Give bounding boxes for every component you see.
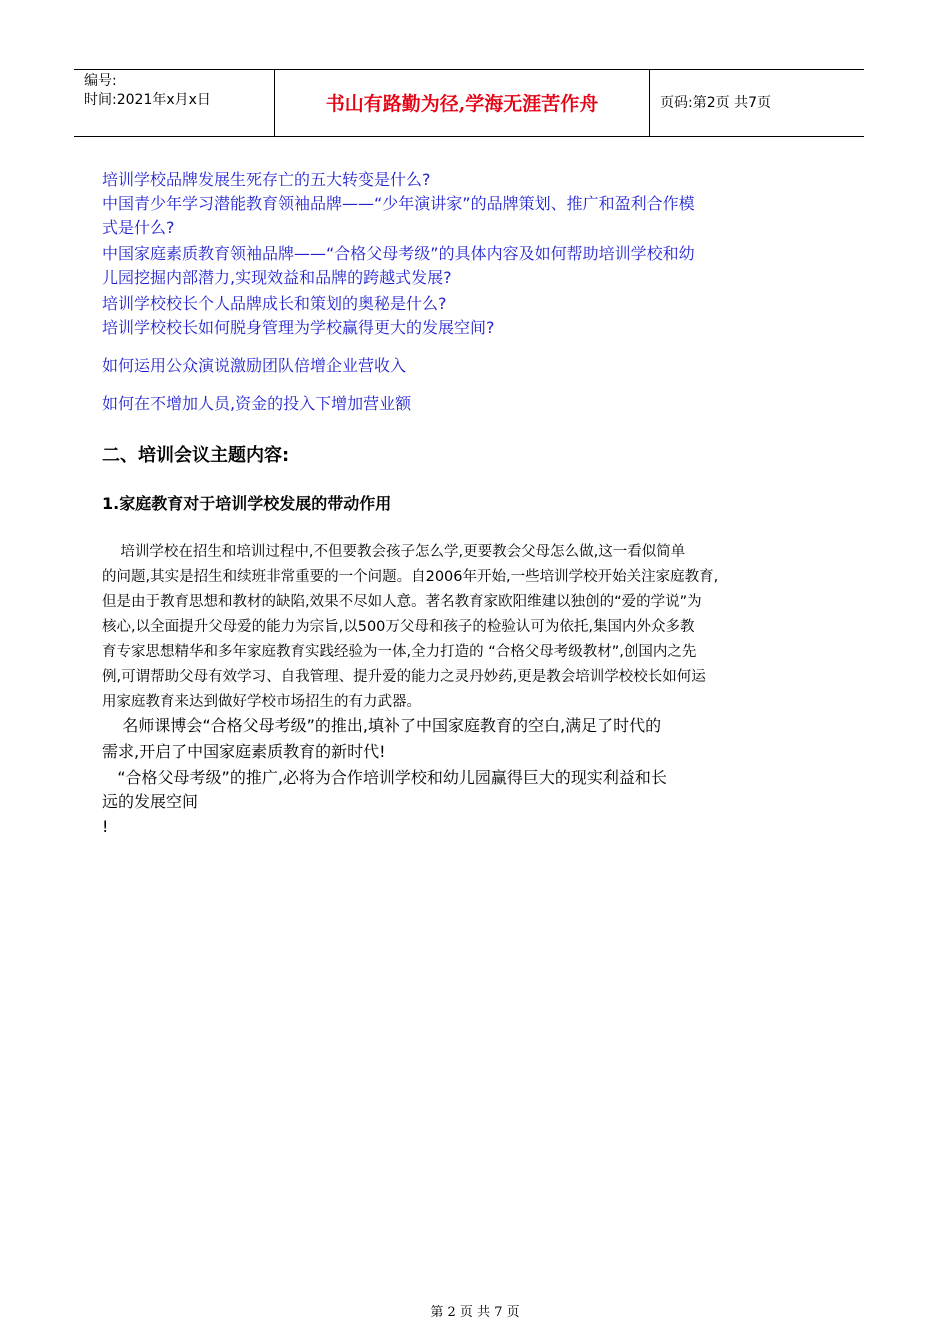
- body-line: 育专家思想精华和多年家庭教育实践经验为一体,全力打造的 “合格父母考级教材”,创国内之先: [102, 644, 697, 660]
- header-motto-cell: [275, 70, 650, 136]
- question-line: 中国家庭素质教育领袖品牌——“合格父母考级”的具体内容及如何帮助培训学校和幼: [102, 244, 695, 263]
- body-line: 用家庭教育来达到做好学校市场招生的有力武器。: [102, 694, 421, 710]
- subsection-title: 1.家庭教育对于培训学校发展的带动作用: [102, 494, 392, 513]
- question-line: 培训学校校长如何脱身管理为学校赢得更大的发展空间?: [102, 318, 495, 337]
- section-title: 二、培训会议主题内容:: [102, 445, 290, 466]
- header-meta-cell: [74, 70, 275, 136]
- body-line: 例,可谓帮助父母有效学习、自我管理、提升爱的能力之灵丹妙药,更是教会培训学校校长如何运: [102, 669, 706, 685]
- number-label: 编号:: [84, 73, 117, 89]
- question-line: 式是什么?: [102, 218, 175, 237]
- question-line: 培训学校品牌发展生死存亡的五大转变是什么?: [102, 170, 431, 189]
- question-line: 中国青少年学习潜能教育领袖品牌——“少年演讲家”的品牌策划、推广和盈利合作模: [102, 194, 695, 213]
- body-line: “合格父母考级”的推广,必将为合作培训学校和幼儿园赢得巨大的现实利益和长: [102, 768, 667, 787]
- body-line: 核心,以全面提升父母爱的能力为宗旨,以500万父母和孩子的检验认可为依托,集国内外众多教: [102, 619, 695, 635]
- page-number-label: 页码:第2页 共7页: [660, 95, 771, 111]
- body-line: 但是由于教育思想和教材的缺陷,效果不尽如人意。著名教育家欧阳维建以独创的“爱的学说”为: [102, 594, 702, 610]
- body-line: !: [102, 817, 109, 836]
- body-line: 的问题,其实是招生和续班非常重要的一个问题。自2006年开始,一些培训学校开始关注家庭教育,: [102, 569, 719, 585]
- extra-question-line: 如何在不增加人员,资金的投入下增加营业额: [102, 394, 412, 413]
- extra-question-line: 如何运用公众演说激励团队倍增企业营收入: [102, 356, 407, 375]
- time-label: 时间:2021年x月x日: [84, 92, 211, 108]
- question-line: 培训学校校长个人品牌成长和策划的奥秘是什么?: [102, 294, 447, 313]
- body-line: 名师课博会“合格父母考级”的推出,填补了中国家庭教育的空白,满足了时代的: [102, 716, 662, 735]
- page-footer: 第 2 页 共 7 页: [430, 1305, 520, 1320]
- question-line: 儿园挖掘内部潜力,实现效益和品牌的跨越式发展?: [102, 268, 452, 287]
- body-line: 需求,开启了中国家庭素质教育的新时代!: [102, 742, 386, 761]
- header-page-cell: [650, 70, 864, 136]
- body-line: 培训学校在招生和培训过程中,不但要教会孩子怎么学,更要教会父母怎么做,这一看似简单: [102, 544, 686, 560]
- body-line: 远的发展空间: [102, 792, 199, 811]
- motto: 书山有路勤为径,学海无涯苦作舟: [325, 93, 599, 115]
- page-header: [74, 69, 864, 137]
